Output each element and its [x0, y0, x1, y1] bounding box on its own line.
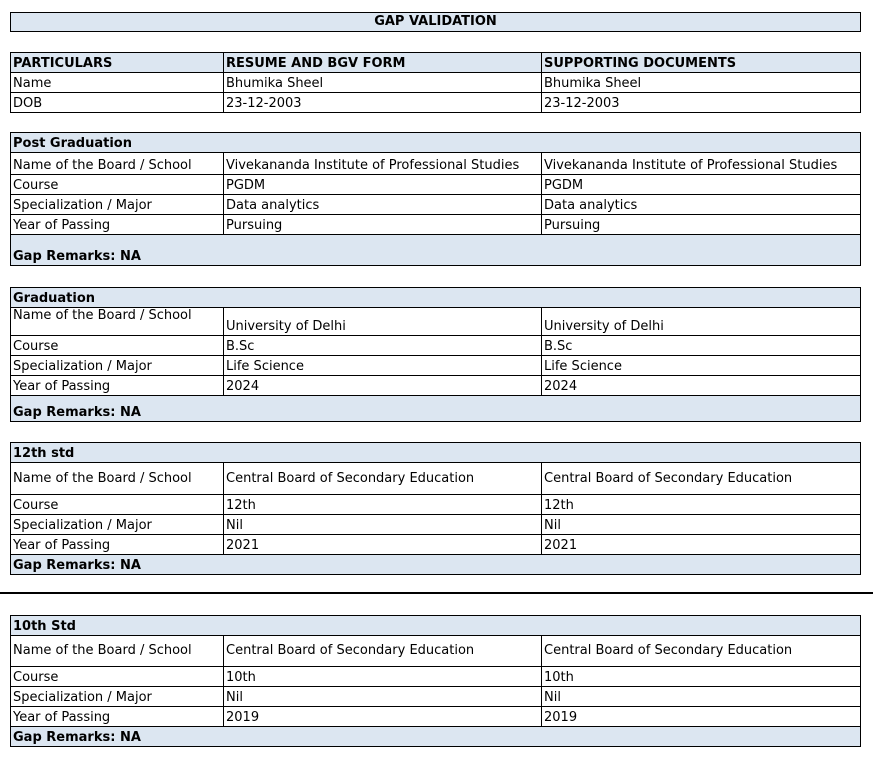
document-value: Central Board of Secondary Education — [542, 636, 861, 667]
gap-remarks: Gap Remarks: NA — [11, 727, 861, 747]
field-label: Name of the Board / School — [11, 308, 224, 336]
field-label: Specialization / Major — [11, 515, 224, 535]
resume-value: 12th — [224, 495, 542, 515]
document-value: University of Delhi — [542, 308, 861, 336]
resume-value: PGDM — [224, 175, 542, 195]
resume-value: Vivekananda Institute of Professional Studies — [224, 153, 542, 175]
document-value: 2019 — [542, 707, 861, 727]
document-value: Nil — [542, 687, 861, 707]
document-value: Life Science — [542, 356, 861, 376]
table-row — [11, 636, 861, 667]
resume-value: Bhumika Sheel — [224, 73, 542, 93]
table-row — [11, 667, 861, 687]
resume-value: Central Board of Secondary Education — [224, 636, 542, 667]
document-value: B.Sc — [542, 336, 861, 356]
section-graduation — [10, 287, 861, 422]
resume-value: Data analytics — [224, 195, 542, 215]
field-label: Name of the Board / School — [11, 636, 224, 667]
resume-value: 2019 — [224, 707, 542, 727]
document-value: Nil — [542, 515, 861, 535]
header-supporting-docs: SUPPORTING DOCUMENTS — [542, 53, 861, 73]
resume-value: 2021 — [224, 535, 542, 555]
particulars-table — [10, 52, 861, 113]
document-value: Vivekananda Institute of Professional Studies — [542, 153, 861, 175]
resume-value: Nil — [224, 687, 542, 707]
document-value: Pursuing — [542, 215, 861, 235]
field-label: DOB — [11, 93, 224, 113]
table-row — [11, 93, 861, 113]
header-row — [11, 53, 861, 73]
field-label: Year of Passing — [11, 215, 224, 235]
table-row — [11, 308, 861, 336]
document-value: 2024 — [542, 376, 861, 396]
field-label: Year of Passing — [11, 707, 224, 727]
gap-remarks: Gap Remarks: NA — [11, 555, 861, 575]
field-label: Course — [11, 336, 224, 356]
field-label: Course — [11, 667, 224, 687]
resume-value: 2024 — [224, 376, 542, 396]
resume-value: Life Science — [224, 356, 542, 376]
table-row — [11, 535, 861, 555]
page-break-divider — [0, 592, 873, 594]
table-row — [11, 175, 861, 195]
document-value: 2021 — [542, 535, 861, 555]
section-10th-std — [10, 615, 861, 747]
document-value: Data analytics — [542, 195, 861, 215]
table-row — [11, 707, 861, 727]
field-label: Course — [11, 175, 224, 195]
field-label: Specialization / Major — [11, 356, 224, 376]
gap-remarks: Gap Remarks: NA — [11, 235, 861, 266]
table-row — [11, 215, 861, 235]
section-post-graduation — [10, 132, 861, 266]
table-row — [11, 463, 861, 495]
document-value: 12th — [542, 495, 861, 515]
field-label: Year of Passing — [11, 535, 224, 555]
field-label: Name — [11, 73, 224, 93]
table-row — [11, 195, 861, 215]
resume-value: Central Board of Secondary Education — [224, 463, 542, 495]
table-row — [11, 336, 861, 356]
document-value: PGDM — [542, 175, 861, 195]
section-heading: 12th std — [11, 443, 861, 463]
document-value: Central Board of Secondary Education — [542, 463, 861, 495]
document-value: Bhumika Sheel — [542, 73, 861, 93]
section-12th-std — [10, 442, 861, 575]
field-label: Specialization / Major — [11, 195, 224, 215]
table-row — [11, 687, 861, 707]
resume-value: University of Delhi — [224, 308, 542, 336]
table-row — [11, 73, 861, 93]
table-row — [11, 495, 861, 515]
gap-remarks: Gap Remarks: NA — [11, 396, 861, 422]
section-heading: Post Graduation — [11, 133, 861, 153]
section-heading: Graduation — [11, 288, 861, 308]
header-particulars: PARTICULARS — [11, 53, 224, 73]
resume-value: B.Sc — [224, 336, 542, 356]
field-label: Specialization / Major — [11, 687, 224, 707]
field-label: Name of the Board / School — [11, 153, 224, 175]
page-title: GAP VALIDATION — [10, 12, 861, 32]
field-label: Name of the Board / School — [11, 463, 224, 495]
header-resume-bgv: RESUME AND BGV FORM — [224, 53, 542, 73]
document-value: 23-12-2003 — [542, 93, 861, 113]
table-row — [11, 376, 861, 396]
table-row — [11, 356, 861, 376]
resume-value: 23-12-2003 — [224, 93, 542, 113]
table-row — [11, 153, 861, 175]
resume-value: 10th — [224, 667, 542, 687]
field-label: Year of Passing — [11, 376, 224, 396]
resume-value: Nil — [224, 515, 542, 535]
section-heading: 10th Std — [11, 616, 861, 636]
field-label: Course — [11, 495, 224, 515]
resume-value: Pursuing — [224, 215, 542, 235]
table-row — [11, 515, 861, 535]
document-value: 10th — [542, 667, 861, 687]
